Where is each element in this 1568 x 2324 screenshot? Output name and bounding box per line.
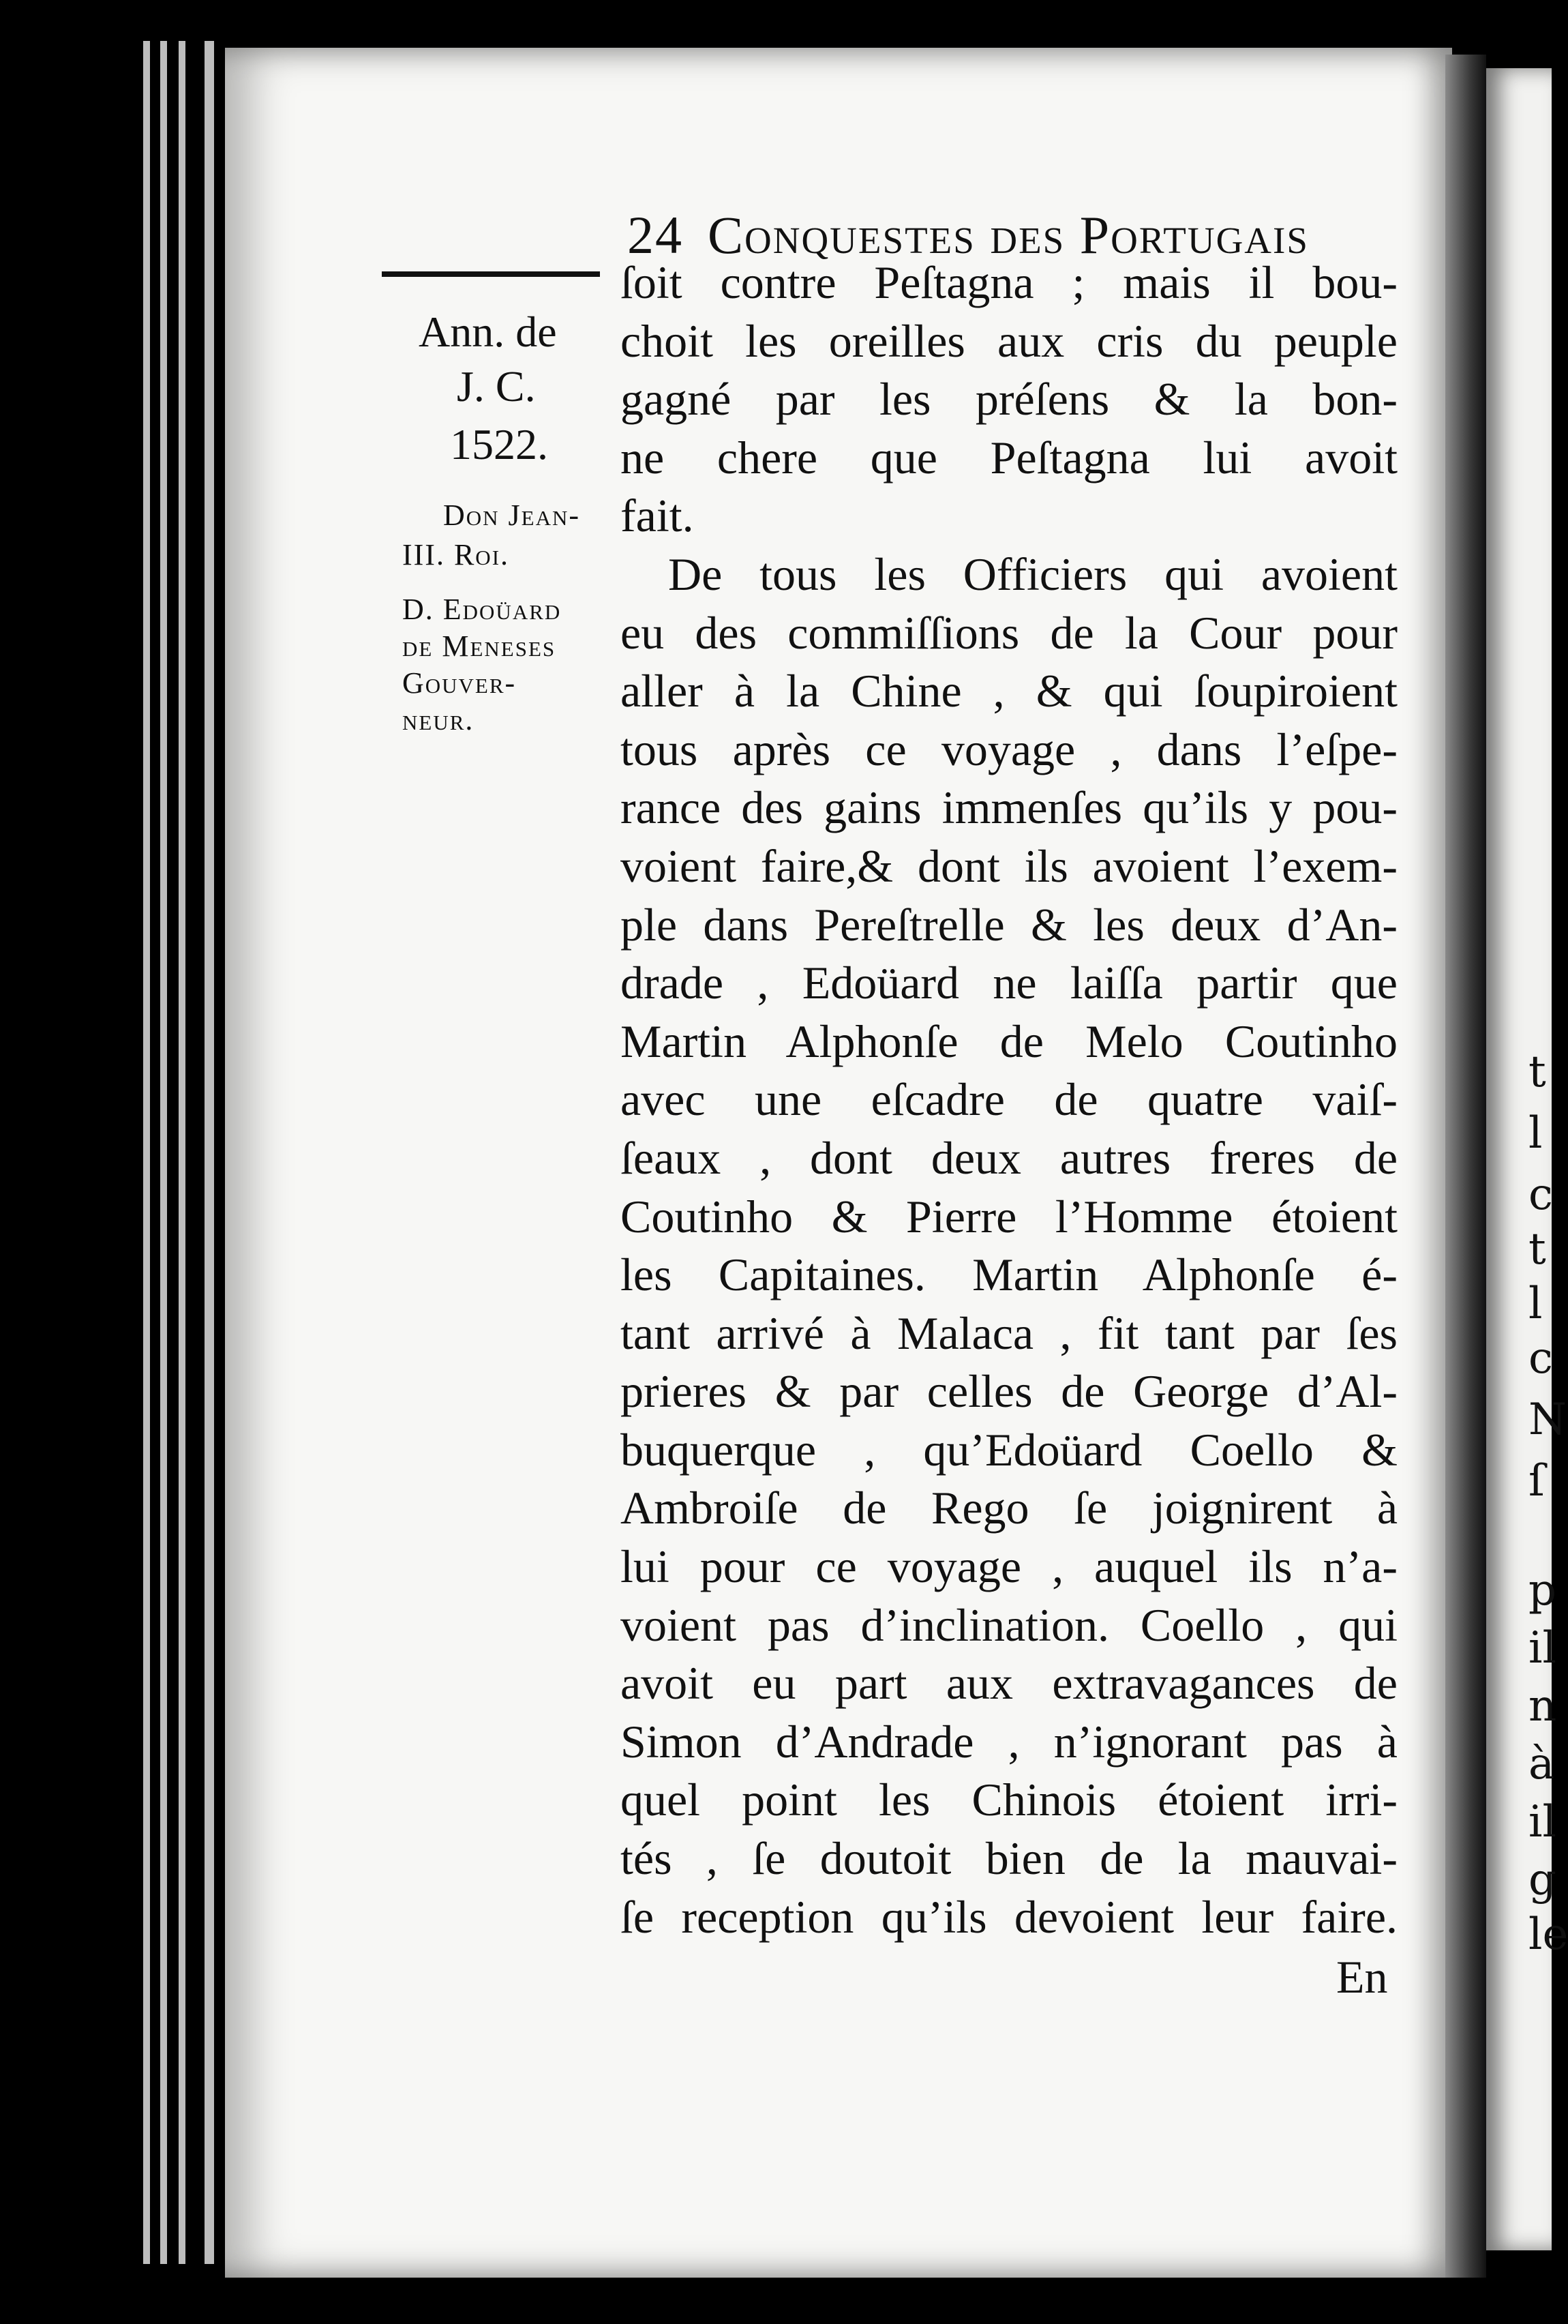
- text-line: quel point les Chinois étoient irri-: [620, 1774, 1398, 1826]
- sidenote-king-line1: Don Jean-: [443, 498, 581, 532]
- text-line: drade , Edoüard ne laiſſa partir que: [620, 957, 1398, 1009]
- book-gutter: [1445, 55, 1486, 2278]
- text-line: Coutinho & Pierre l’Homme étoient: [620, 1190, 1398, 1242]
- facing-page-fragment: il: [1528, 1623, 1556, 1673]
- text-line: tés , ſe doutoit bien de la mauvai-: [620, 1832, 1398, 1885]
- running-title: Conquestes des Portugais: [708, 205, 1309, 265]
- text-line: tous après ce voyage , dans l’eſpe-: [620, 723, 1398, 775]
- facing-page-fragment: le: [1528, 1909, 1568, 1960]
- text-line: buquerque , qu’Edoüard Coello &: [620, 1423, 1398, 1476]
- sidenote-king-line2: III. Roi.: [402, 538, 510, 571]
- facing-page-fragment: N: [1528, 1395, 1567, 1445]
- sidenote-era: J. C.: [457, 362, 536, 411]
- text-line: gagné par les préſens & la bon-: [620, 373, 1398, 426]
- text-line: fait.: [620, 490, 694, 542]
- facing-page-fragment: l: [1528, 1108, 1543, 1159]
- facing-page-fragment: t: [1528, 1047, 1546, 1097]
- page-number: 24: [627, 205, 683, 265]
- sidenote-governor-line3: Gouver-: [402, 666, 517, 700]
- text-line: Simon d’Andrade , n’ignorant pas à: [620, 1715, 1398, 1768]
- page-edge-strip: [205, 41, 214, 2264]
- sidenote-governor-line2: de Meneses: [402, 629, 556, 663]
- text-line: voient faire,& dont ils avoient l’exem-: [620, 839, 1398, 892]
- body-text: [620, 254, 1398, 1946]
- text-line: ſe reception qu’ils devoient leur faire.: [620, 1890, 1398, 1943]
- facing-page-fragment: c: [1528, 1333, 1553, 1384]
- text-line: ſeaux , dont deux autres freres de: [620, 1131, 1398, 1184]
- text-line: choit les oreilles aux cris du peuple: [620, 314, 1398, 367]
- facing-page-edge: [1486, 68, 1568, 2250]
- text-line: voient pas d’inclination. Coello , qui: [620, 1598, 1398, 1651]
- text-line: aller à la Chine , & qui ſoupiroient: [620, 665, 1398, 717]
- facing-page-fragment: il: [1528, 1797, 1556, 1847]
- text-line: Ambroiſe de Rego ſe joignirent à: [620, 1482, 1398, 1534]
- text-line: tant arrivé à Malaca , fit tant par ſes: [620, 1307, 1398, 1359]
- page-edge-strip: [143, 41, 150, 2264]
- facing-page-fragment: c: [1528, 1170, 1553, 1220]
- sidenote-year-label: Ann. de: [419, 308, 557, 356]
- text-line: De tous les Officiers qui avoient: [668, 548, 1398, 600]
- text-line: eu des commiſſions de la Cour pour: [620, 606, 1398, 659]
- page-edge-strip: [160, 41, 167, 2264]
- sidenote-governor-line1: D. Edoüard: [402, 593, 562, 626]
- facing-page-fragment: n: [1528, 1681, 1557, 1731]
- facing-page-fragment: à: [1528, 1739, 1555, 1789]
- sidenote-governor-line4: neur.: [402, 703, 474, 736]
- text-line: les Capitaines. Martin Alphonſe é-: [620, 1249, 1398, 1301]
- facing-page-fragment: g: [1528, 1855, 1556, 1905]
- text-line: Martin Alphonſe de Melo Coutinho: [620, 1015, 1398, 1067]
- margin-rule: [382, 271, 600, 277]
- text-line: prieres & par celles de George d’Al-: [620, 1365, 1398, 1418]
- text-line: avec une eſcadre de quatre vaiſ-: [620, 1073, 1398, 1126]
- text-line: avoit eu part aux extravagances de: [620, 1657, 1398, 1710]
- facing-page-fragment: ſ: [1528, 1456, 1545, 1506]
- text-line: rance des gains immenſes qu’ils y pou-: [620, 781, 1398, 834]
- page-edge-strip: [179, 41, 185, 2264]
- text-line: ſoit contre Peſtagna ; mais il bou-: [620, 256, 1398, 308]
- catchword: En: [1336, 1951, 1388, 2003]
- sidenote-year: 1522.: [450, 420, 548, 468]
- facing-page-fragment: p: [1528, 1565, 1556, 1615]
- facing-page-fragment: l: [1528, 1279, 1543, 1329]
- text-line: ple dans Pereſtrelle & les deux d’An-: [620, 898, 1398, 951]
- text-line: ne chere que Peſtagna lui avoit: [620, 431, 1398, 483]
- text-line: lui pour ce voyage , auquel ils n’a-: [620, 1540, 1398, 1593]
- facing-page-fragment: t: [1528, 1224, 1546, 1275]
